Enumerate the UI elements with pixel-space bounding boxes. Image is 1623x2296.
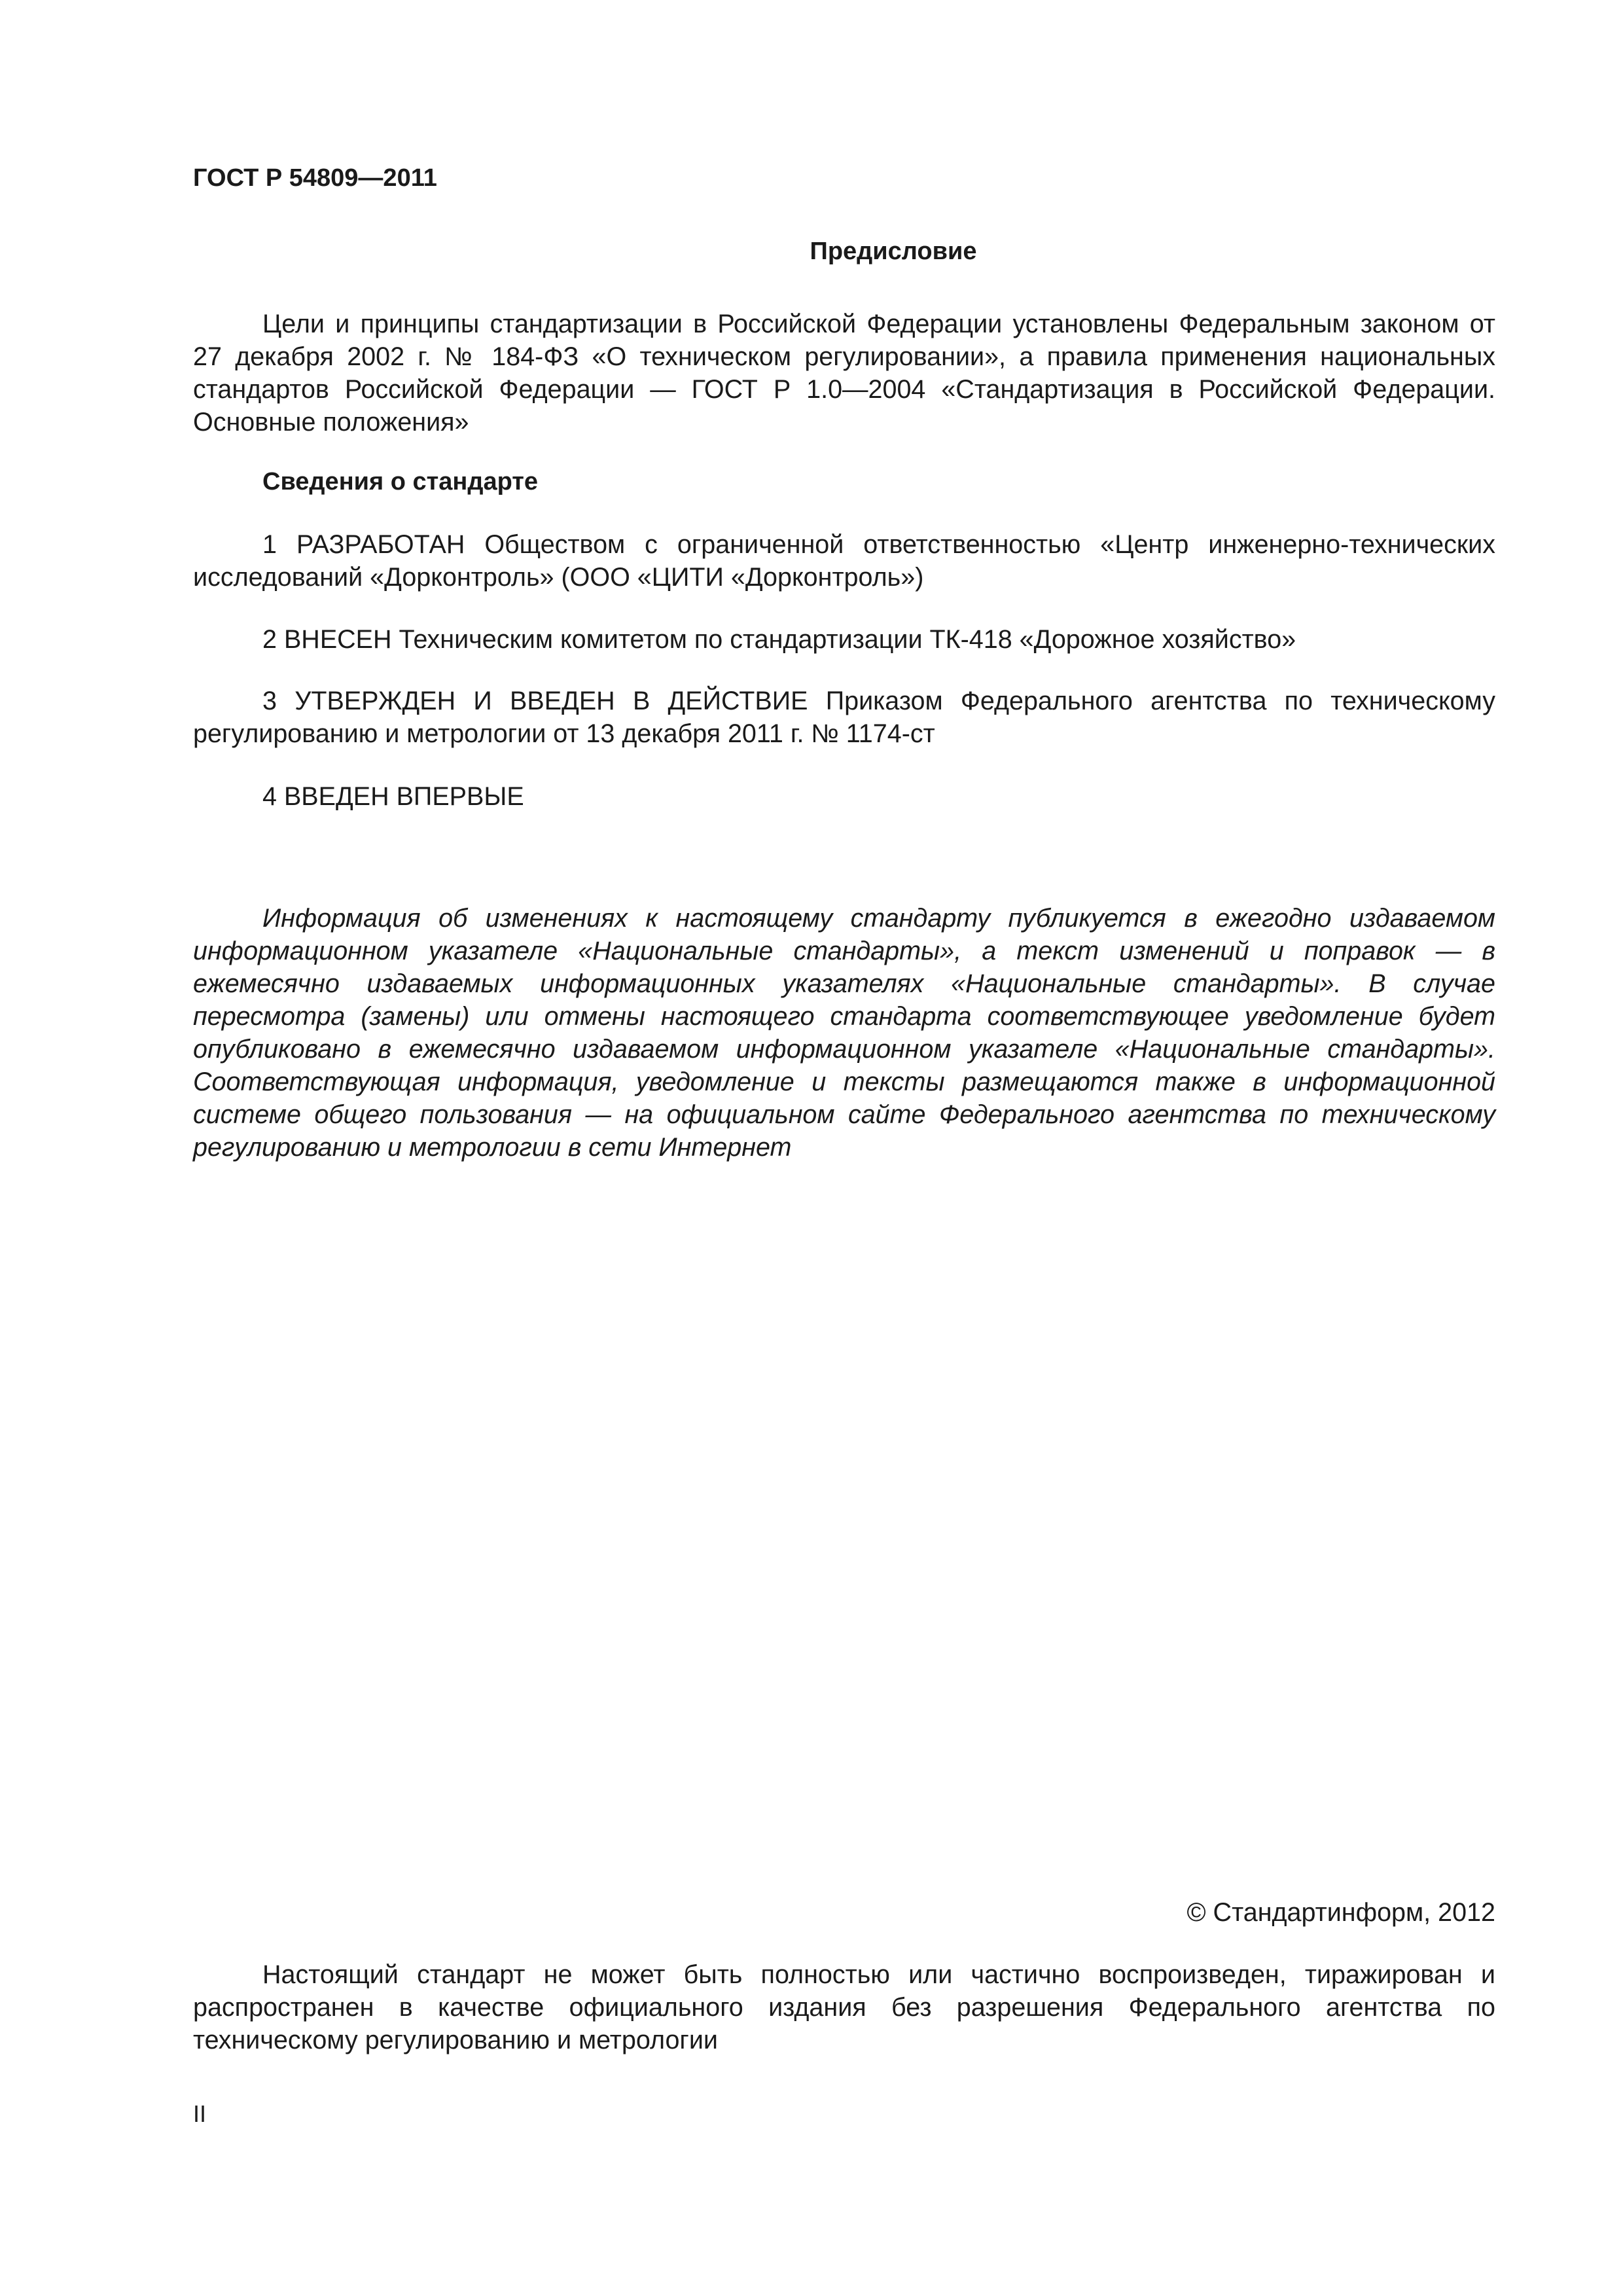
standard-info-item-1: 1 РАЗРАБОТАН Обществом с ограниченной ответственностью «Центр инженерно-технических исследований «Дорконтроль» (ООО «ЦИТИ «Дорконтроль»)	[193, 530, 1495, 592]
preface-intro-paragraph: Цели и принципы стандартизации в Российской Федерации установлены Федеральным законом от 27 декабря 2002 г. № 184-ФЗ «О техническом регулировании», а правила применения национальных стандартов Российской Федерации — ГОСТ Р 1.0—2004 «Стандартизация в Российской Федерации. Основные положения»	[193, 310, 1495, 437]
changes-notice-paragraph: Информация об изменениях к настоящему стандарту публикуется в ежегодно издаваемом информационном указателе «Национальные стандарты», а текст изменений и поправок — в ежемесячно издаваемых информационных указателях «Национальные стандарты». В случае пересмотра (замены) или отмены настоящего стандарта соответствующее уведомление будет опубликовано в ежемесячно издаваемом информационном указателе «Национальные стандарты». Соответствующая информация, уведомление и тексты размещаются также в информационной системе общего пользования — на официальном сайте Федерального агентства по техническому регулированию и метрологии в сети Интернет	[193, 904, 1495, 1162]
preface-title: Предисловие	[810, 238, 977, 265]
standard-info-item-2: 2 ВНЕСЕН Техническим комитетом по стандартизации ТК-418 «Дорожное хозяйство»	[262, 625, 1296, 654]
reproduction-restriction-paragraph: Настоящий стандарт не может быть полностью или частично воспроизведен, тиражирован и распространен в качестве официального издания без разрешения Федерального агентства по техническому регулированию и метрологии	[193, 1960, 1495, 2054]
standard-info-item-3: 3 УТВЕРЖДЕН И ВВЕДЕН В ДЕЙСТВИЕ Приказом Федерального агентства по техническому регулированию и метрологии от 13 декабря 2011 г. № 1174-ст	[193, 687, 1495, 748]
page-number: II	[193, 2100, 207, 2127]
copyright-line: © Стандартинформ, 2012	[1186, 1898, 1495, 1927]
document-code: ГОСТ Р 54809—2011	[193, 164, 437, 192]
standard-info-heading: Сведения о стандарте	[262, 468, 539, 495]
standard-info-item-4: 4 ВВЕДЕН ВПЕРВЫЕ	[262, 782, 524, 811]
